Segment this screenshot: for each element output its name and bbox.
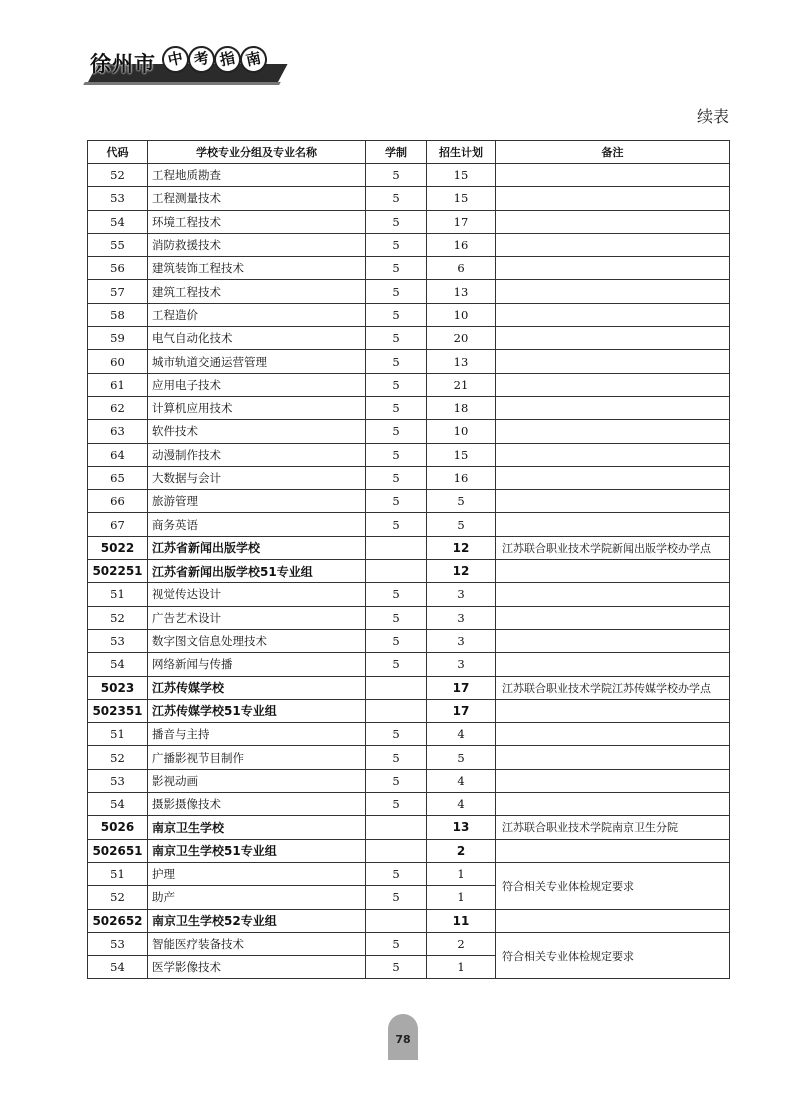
cell-note: [496, 420, 730, 443]
cell-code: 62: [88, 396, 148, 419]
cell-code: 5022: [88, 536, 148, 559]
cell-plan: 4: [427, 793, 496, 816]
cell-plan: 1: [427, 956, 496, 979]
cell-plan: 1: [427, 886, 496, 909]
cell-years: 5: [366, 490, 427, 513]
cell-note: 符合相关专业体检规定要求: [496, 862, 730, 909]
cell-note: [496, 187, 730, 210]
cell-plan: 21: [427, 373, 496, 396]
column-header-note: 备注: [496, 141, 730, 164]
cell-plan: 10: [427, 420, 496, 443]
cell-name: 商务英语: [148, 513, 366, 536]
cell-plan: 12: [427, 560, 496, 583]
table-row: [88, 583, 730, 606]
table-row: [88, 396, 730, 419]
table-row: [88, 629, 730, 652]
cell-name: 计算机应用技术: [148, 396, 366, 419]
cell-years: 5: [366, 886, 427, 909]
cell-plan: 5: [427, 746, 496, 769]
cell-name: 护理: [148, 862, 366, 885]
cell-note: [496, 513, 730, 536]
cell-years: 5: [366, 164, 427, 187]
cell-name: 软件技术: [148, 420, 366, 443]
cell-name: 南京卫生学校51专业组: [148, 839, 366, 862]
cell-code: 52: [88, 164, 148, 187]
cell-note: [496, 629, 730, 652]
cell-plan: 5: [427, 490, 496, 513]
cell-note: [496, 466, 730, 489]
table-group-row: [88, 676, 730, 699]
column-header-name: 学校专业分组及专业名称: [148, 141, 366, 164]
cell-name: 工程地质勘查: [148, 164, 366, 187]
cell-note: [496, 699, 730, 722]
cell-plan: 13: [427, 350, 496, 373]
cell-plan: 3: [427, 629, 496, 652]
cell-years: [366, 699, 427, 722]
cell-note: [496, 583, 730, 606]
cell-note: 江苏联合职业技术学院江苏传媒学校办学点: [496, 676, 730, 699]
cell-code: 52: [88, 606, 148, 629]
cell-years: [366, 909, 427, 932]
cell-name: 工程造价: [148, 303, 366, 326]
cell-plan: 17: [427, 699, 496, 722]
cell-years: 5: [366, 257, 427, 280]
header-badge: 指: [211, 43, 243, 75]
cell-years: 5: [366, 396, 427, 419]
cell-note: [496, 839, 730, 862]
cell-years: 5: [366, 187, 427, 210]
cell-code: 60: [88, 350, 148, 373]
table-row: [88, 303, 730, 326]
table-row: [88, 187, 730, 210]
cell-name: 视觉传达设计: [148, 583, 366, 606]
cell-years: 5: [366, 606, 427, 629]
cell-code: 502351: [88, 699, 148, 722]
cell-name: 医学影像技术: [148, 956, 366, 979]
cell-name: 工程测量技术: [148, 187, 366, 210]
cell-plan: 2: [427, 839, 496, 862]
cell-code: 502651: [88, 839, 148, 862]
table-row: [88, 350, 730, 373]
cell-plan: 18: [427, 396, 496, 419]
cell-code: 53: [88, 629, 148, 652]
table-row: [88, 513, 730, 536]
table-row: [88, 233, 730, 256]
table-group-row: [88, 560, 730, 583]
cell-plan: 17: [427, 676, 496, 699]
cell-note: [496, 606, 730, 629]
cell-plan: 12: [427, 536, 496, 559]
cell-name: 大数据与会计: [148, 466, 366, 489]
cell-name: 助产: [148, 886, 366, 909]
cell-name: 数字图文信息处理技术: [148, 629, 366, 652]
cell-name: 城市轨道交通运营管理: [148, 350, 366, 373]
cell-note: [496, 280, 730, 303]
cell-years: 5: [366, 793, 427, 816]
cell-years: 5: [366, 420, 427, 443]
cell-plan: 3: [427, 606, 496, 629]
cell-years: 5: [366, 956, 427, 979]
cell-note: 江苏联合职业技术学院南京卫生分院: [496, 816, 730, 839]
cell-years: 5: [366, 746, 427, 769]
table-row: [88, 793, 730, 816]
cell-code: 64: [88, 443, 148, 466]
cell-code: 52: [88, 886, 148, 909]
cell-name: 应用电子技术: [148, 373, 366, 396]
cell-code: 59: [88, 327, 148, 350]
cell-note: [496, 396, 730, 419]
cell-code: 58: [88, 303, 148, 326]
table-row: [88, 420, 730, 443]
page-number: 78: [388, 1014, 418, 1060]
table-row: [88, 280, 730, 303]
cell-code: 56: [88, 257, 148, 280]
table-group-row: [88, 699, 730, 722]
cell-name: 广播影视节目制作: [148, 746, 366, 769]
header-badge: 中: [159, 43, 191, 75]
cell-name: 网络新闻与传播: [148, 653, 366, 676]
table-row: [88, 373, 730, 396]
cell-years: 5: [366, 932, 427, 955]
cell-name: 江苏省新闻出版学校: [148, 536, 366, 559]
cell-code: 502652: [88, 909, 148, 932]
cell-plan: 13: [427, 816, 496, 839]
cell-code: 57: [88, 280, 148, 303]
header-city: 徐州市: [90, 52, 156, 76]
cell-code: 53: [88, 187, 148, 210]
cell-years: 5: [366, 373, 427, 396]
cell-plan: 15: [427, 443, 496, 466]
cell-code: 51: [88, 583, 148, 606]
cell-name: 播音与主持: [148, 723, 366, 746]
enrollment-table: [87, 140, 730, 979]
cell-note: [496, 490, 730, 513]
cell-years: 5: [366, 303, 427, 326]
cell-name: 南京卫生学校: [148, 816, 366, 839]
cell-plan: 17: [427, 210, 496, 233]
table-group-row: [88, 536, 730, 559]
cell-years: 5: [366, 350, 427, 373]
cell-name: 影视动画: [148, 769, 366, 792]
cell-note: [496, 350, 730, 373]
page-header: [88, 38, 278, 84]
cell-years: [366, 560, 427, 583]
cell-code: 55: [88, 233, 148, 256]
cell-code: 53: [88, 769, 148, 792]
cell-code: 54: [88, 653, 148, 676]
cell-name: 消防救援技术: [148, 233, 366, 256]
cell-years: 5: [366, 583, 427, 606]
cell-note: [496, 560, 730, 583]
table-row: [88, 723, 730, 746]
cell-plan: 4: [427, 769, 496, 792]
cell-years: 5: [366, 629, 427, 652]
cell-note: 符合相关专业体检规定要求: [496, 932, 730, 979]
cell-code: 5026: [88, 816, 148, 839]
cell-code: 54: [88, 956, 148, 979]
table-header-row: [88, 141, 730, 164]
cell-plan: 13: [427, 280, 496, 303]
table-body: [88, 164, 730, 979]
cell-note: [496, 793, 730, 816]
cell-name: 动漫制作技术: [148, 443, 366, 466]
cell-name: 江苏省新闻出版学校51专业组: [148, 560, 366, 583]
cell-plan: 2: [427, 932, 496, 955]
header-underline: [83, 82, 281, 85]
cell-plan: 3: [427, 583, 496, 606]
cell-name: 智能医疗装备技术: [148, 932, 366, 955]
cell-years: 5: [366, 723, 427, 746]
cell-years: 5: [366, 210, 427, 233]
cell-note: [496, 164, 730, 187]
cell-note: [496, 257, 730, 280]
cell-name: 江苏传媒学校: [148, 676, 366, 699]
cell-name: 摄影摄像技术: [148, 793, 366, 816]
cell-plan: 10: [427, 303, 496, 326]
cell-note: [496, 303, 730, 326]
cell-note: [496, 210, 730, 233]
cell-plan: 16: [427, 466, 496, 489]
cell-years: [366, 536, 427, 559]
cell-note: [496, 769, 730, 792]
cell-note: [496, 233, 730, 256]
cell-years: 5: [366, 443, 427, 466]
table-row: [88, 257, 730, 280]
cell-years: 5: [366, 862, 427, 885]
cell-plan: 6: [427, 257, 496, 280]
cell-years: 5: [366, 513, 427, 536]
cell-code: 53: [88, 932, 148, 955]
cell-years: 5: [366, 769, 427, 792]
header-badge: 南: [237, 43, 269, 75]
cell-code: 54: [88, 793, 148, 816]
continued-label: 续表: [696, 107, 729, 126]
table-row: [88, 932, 730, 955]
cell-note: [496, 373, 730, 396]
cell-code: 66: [88, 490, 148, 513]
cell-plan: 20: [427, 327, 496, 350]
column-header-years: 学制: [366, 141, 427, 164]
cell-plan: 16: [427, 233, 496, 256]
cell-note: [496, 327, 730, 350]
cell-years: 5: [366, 466, 427, 489]
cell-name: 建筑工程技术: [148, 280, 366, 303]
cell-code: 67: [88, 513, 148, 536]
cell-code: 65: [88, 466, 148, 489]
cell-years: 5: [366, 233, 427, 256]
cell-code: 51: [88, 723, 148, 746]
table-row: [88, 862, 730, 885]
table-row: [88, 769, 730, 792]
cell-code: 51: [88, 862, 148, 885]
cell-code: 54: [88, 210, 148, 233]
table-group-row: [88, 839, 730, 862]
cell-plan: 3: [427, 653, 496, 676]
cell-note: [496, 443, 730, 466]
cell-name: 江苏传媒学校51专业组: [148, 699, 366, 722]
cell-name: 南京卫生学校52专业组: [148, 909, 366, 932]
cell-note: [496, 653, 730, 676]
table-row: [88, 443, 730, 466]
cell-plan: 11: [427, 909, 496, 932]
cell-years: [366, 676, 427, 699]
cell-name: 广告艺术设计: [148, 606, 366, 629]
table-row: [88, 327, 730, 350]
cell-note: [496, 746, 730, 769]
table-group-row: [88, 909, 730, 932]
column-header-plan: 招生计划: [427, 141, 496, 164]
cell-note: [496, 909, 730, 932]
cell-code: 52: [88, 746, 148, 769]
header-badge: 考: [185, 43, 217, 75]
cell-code: 502251: [88, 560, 148, 583]
cell-years: 5: [366, 327, 427, 350]
cell-years: [366, 839, 427, 862]
table-group-row: [88, 816, 730, 839]
column-header-code: 代码: [88, 141, 148, 164]
cell-name: 环境工程技术: [148, 210, 366, 233]
table-row: [88, 653, 730, 676]
cell-plan: 15: [427, 187, 496, 210]
table-row: [88, 746, 730, 769]
cell-years: 5: [366, 653, 427, 676]
cell-note: 江苏联合职业技术学院新闻出版学校办学点: [496, 536, 730, 559]
table-row: [88, 490, 730, 513]
cell-code: 63: [88, 420, 148, 443]
table-row: [88, 466, 730, 489]
cell-plan: 1: [427, 862, 496, 885]
cell-plan: 15: [427, 164, 496, 187]
cell-code: 5023: [88, 676, 148, 699]
cell-plan: 4: [427, 723, 496, 746]
cell-name: 旅游管理: [148, 490, 366, 513]
cell-years: [366, 816, 427, 839]
table-row: [88, 210, 730, 233]
cell-years: 5: [366, 280, 427, 303]
cell-name: 电气自动化技术: [148, 327, 366, 350]
cell-code: 61: [88, 373, 148, 396]
table-row: [88, 164, 730, 187]
cell-plan: 5: [427, 513, 496, 536]
table-row: [88, 606, 730, 629]
cell-name: 建筑装饰工程技术: [148, 257, 366, 280]
cell-note: [496, 723, 730, 746]
